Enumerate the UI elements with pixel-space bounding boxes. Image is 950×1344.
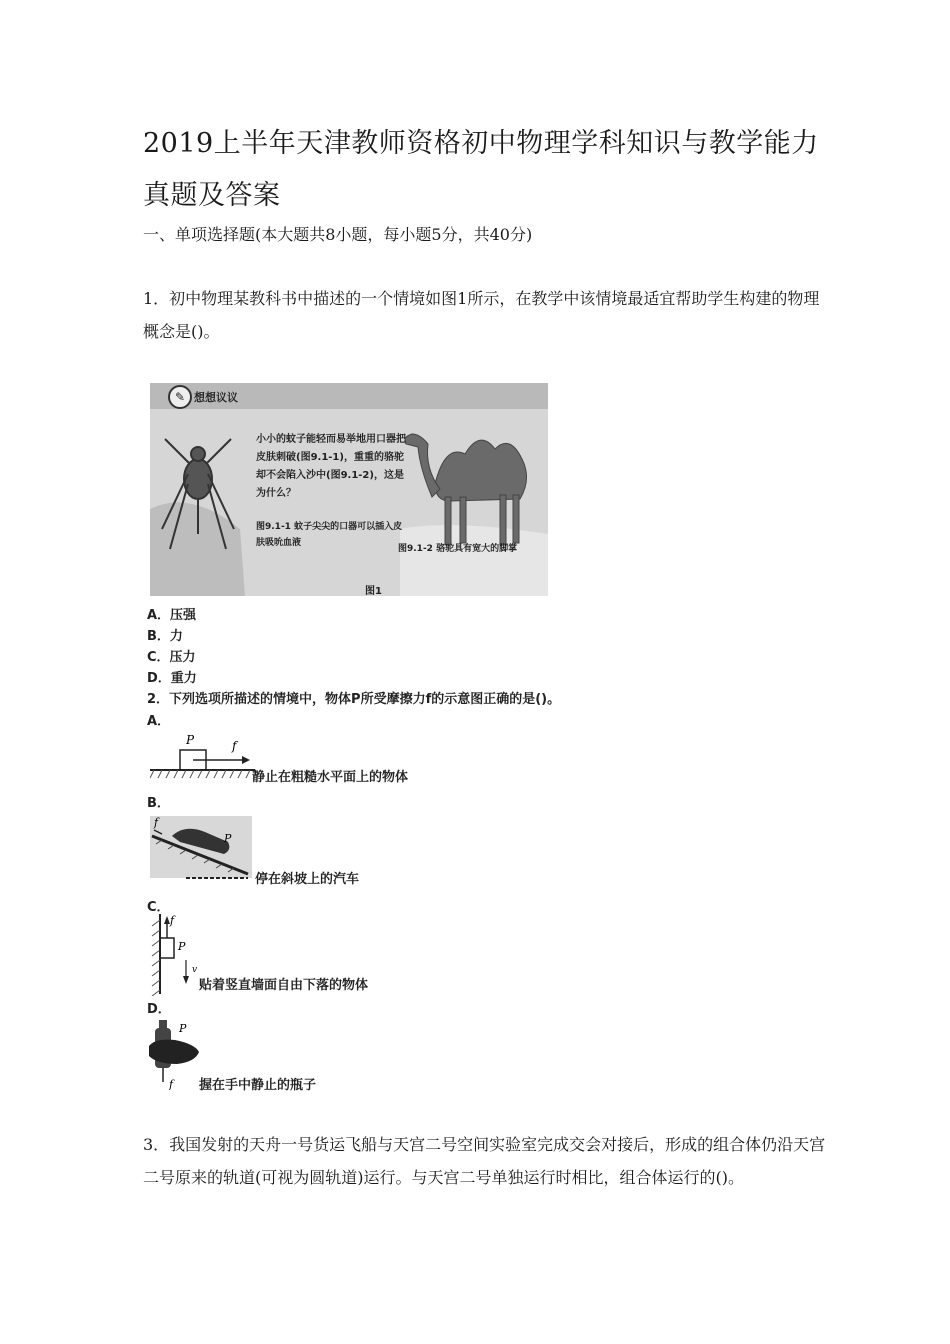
section-heading: 一、单项选择题(本大题共8小题，每小题5分，共40分)	[143, 225, 533, 244]
q1-option-d: D．重力	[147, 671, 197, 686]
figure-label: 图1	[365, 586, 382, 596]
q2-option-d-caption: 握在手中静止的瓶子	[199, 1078, 317, 1093]
diagram-d-hand-bottle	[145, 1018, 205, 1090]
diagram-a-flat-surface	[150, 728, 260, 784]
question-3-text: 3．我国发射的天舟一号货运飞船与天宫二号空间实验室完成交会对接后，形成的组合体仍沿天宫二号原来的轨道(可视为圆轨道)运行。与天宫二号单独运行时相比，组合体运行的()。	[143, 1135, 826, 1187]
symbol-p: P	[178, 940, 186, 953]
figure-question-text: 小小的蚊子能轻而易举地用口器把皮肤刺破(图9.1-1)，重重的骆驼却不会陷入沙中(图9.1-2)，这是为什么？	[256, 434, 406, 499]
question-2-text: 2．下列选项所描述的情境中，物体P所受摩擦力f的示意图正确的是()。	[147, 692, 561, 707]
symbol-f: f	[232, 739, 237, 753]
q1-option-a: A．压强	[147, 608, 197, 623]
symbol-v: v	[192, 965, 198, 975]
q1-option-b: B．力	[147, 629, 183, 644]
q1-option-c: C．压力	[147, 650, 196, 665]
symbol-f: f	[170, 914, 175, 927]
q2-option-b-label: B．	[147, 796, 170, 811]
symbol-f: f	[169, 1078, 174, 1090]
diagram-b-slope-car	[150, 816, 255, 882]
q2-option-d-label: D．	[147, 1002, 171, 1017]
hand-icon	[149, 1040, 199, 1064]
document-title: 2019上半年天津教师资格初中物理学科知识与教学能力真题及答案	[143, 128, 819, 211]
question-1-text: 1．初中物理某教科书中描述的一个情境如图1所示，在教学中该情境最适宜帮助学生构建的物理概念是()。	[143, 289, 820, 341]
q2-option-a-caption: 静止在粗糙水平面上的物体	[252, 770, 409, 785]
symbol-p: P	[179, 1022, 187, 1035]
lightbulb-icon: ✎	[168, 385, 192, 409]
figure-header-label: 想想议议	[194, 391, 238, 404]
q2-option-a-label: A．	[147, 714, 171, 729]
figure-caption-left: 图9.1-1 蚊子尖尖的口器可以插入皮肤吸吮血液	[256, 522, 403, 548]
q2-option-b-caption: 停在斜坡上的汽车	[255, 872, 360, 887]
symbol-f: f	[154, 816, 159, 829]
figure-caption-right: 图9.1-2 骆驼具有宽大的脚掌	[398, 544, 518, 554]
symbol-p: P	[224, 832, 232, 845]
q2-option-c-label: C．	[147, 900, 170, 915]
symbol-p: P	[186, 733, 195, 747]
q2-option-c-caption: 贴着竖直墙面自由下落的物体	[199, 978, 369, 993]
figure-1	[150, 383, 548, 596]
